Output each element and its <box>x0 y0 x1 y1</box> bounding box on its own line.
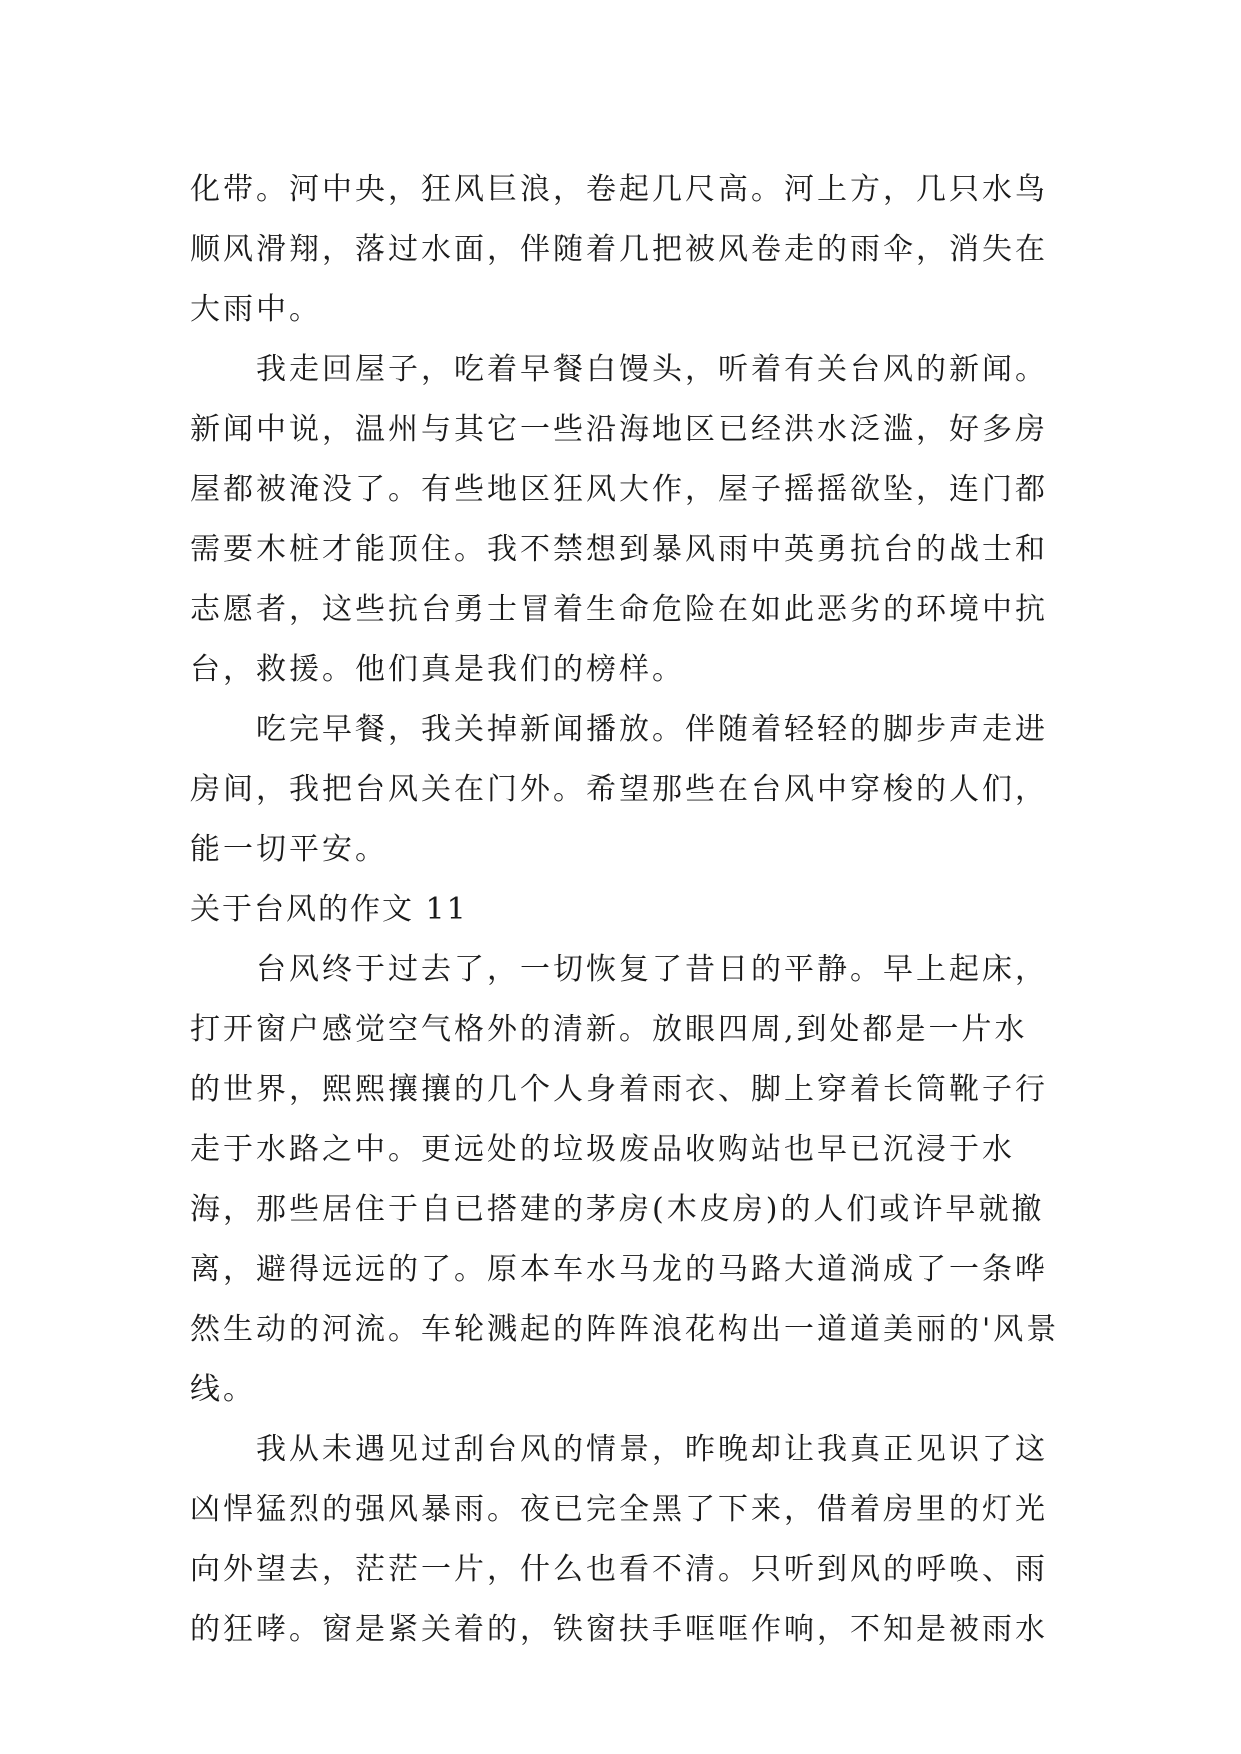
paragraph-typhoon-passed: 台风终于过去了，一切恢复了昔日的平静。早上起床，打开窗户感觉空气格外的清新。放眼四周,到处都是一片水的世界，熙熙攘攘的几个人身着雨衣、脚上穿着长筒靴子行走于水路之中。更远处的垃圾废品收购站也早已沉浸于水海，那些居住于自已搭建的茅房(木皮房)的人们或许早就撤离，避得远远的了。原本车水马龙的马路大道淌成了一条哗然生动的河流。车轮溅起的阵阵浪花构出一道道美丽的'风景线。 <box>190 952 1060 1407</box>
paragraph-continuation: 化带。河中央，狂风巨浪，卷起几尺高。河上方，几只水鸟顺风滑翔，落过水面，伴随着几把被风卷走的雨伞，消失在大雨中。 <box>190 172 1048 327</box>
paragraph-after-breakfast: 吃完早餐，我关掉新闻播放。伴随着轻轻的脚步声走进房间，我把台风关在门外。希望那些在台风中穿梭的人们，能一切平安。 <box>190 712 1048 867</box>
paragraph-breakfast-news: 我走回屋子，吃着早餐白馒头，听着有关台风的新闻。新闻中说，温州与其它一些沿海地区已经洪水泛滥，好多房屋都被淹没了。有些地区狂风大作，屋子摇摇欲坠，连门都需要木桩才能顶住。我不禁想到暴风雨中英勇抗台的战士和志愿者，这些抗台勇士冒着生命危险在如此恶劣的环境中抗台，救援。他们真是我们的榜样。 <box>190 352 1048 687</box>
document-body <box>190 160 1060 1660</box>
essay-title-11: 关于台风的作文 11 <box>190 892 468 927</box>
paragraph-last-night: 我从未遇见过刮台风的情景，昨晚却让我真正见识了这凶悍猛烈的强风暴雨。夜已完全黑了下来，借着房里的灯光向外望去，茫茫一片，什么也看不清。只听到风的呼唤、雨的狂哮。窗是紧关着的，铁窗扶手哐哐作响，不知是被雨水 <box>190 1432 1048 1647</box>
